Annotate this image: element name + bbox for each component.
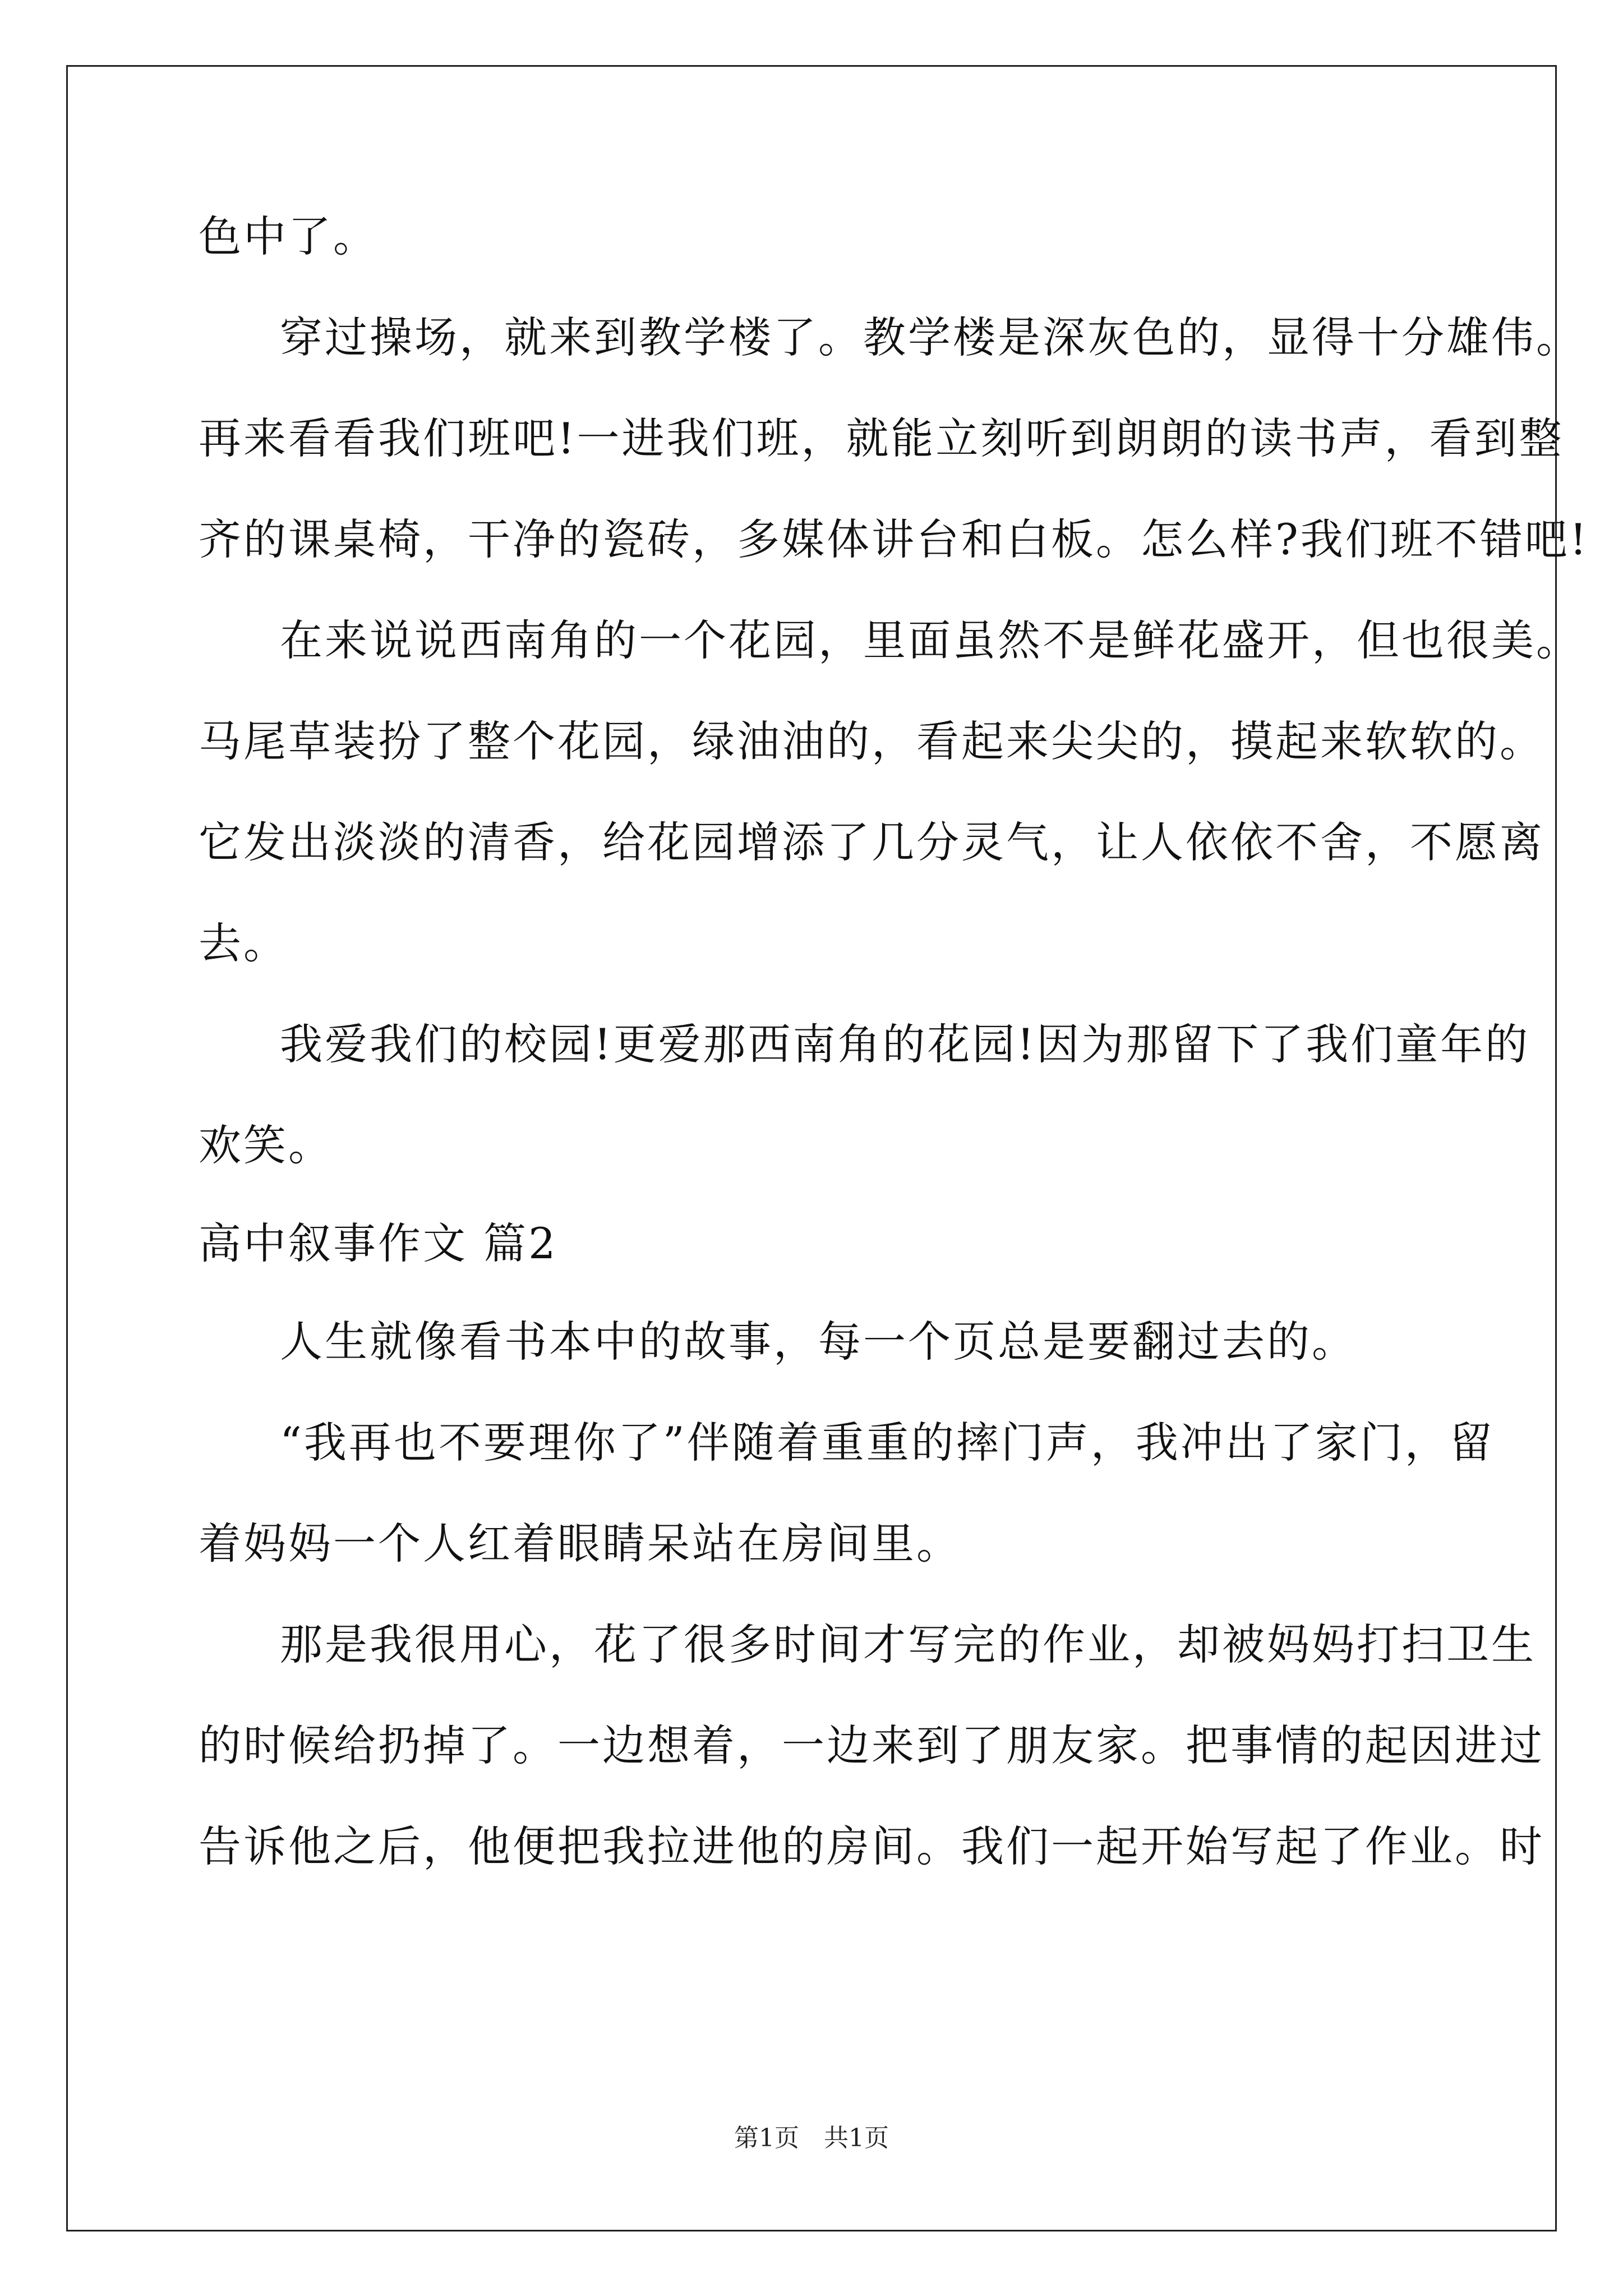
paragraph-line: 穿过操场，就来到教学楼了。教学楼是深灰色的，显得十分雄伟。 bbox=[280, 312, 1581, 362]
text-line: 色中了。 bbox=[199, 211, 378, 261]
text-line: 它发出淡淡的清香，给花园增添了几分灵气，让人依依不舍，不愿离 bbox=[199, 817, 1544, 867]
text-line: 去。 bbox=[199, 918, 288, 968]
paragraph-line: 在来说说西南角的一个花园，里面虽然不是鲜花盛开，但也很美。 bbox=[280, 615, 1581, 665]
text-line: 再来看看我们班吧!一进我们班，就能立刻听到朗朗的读书声，看到整 bbox=[199, 413, 1564, 463]
text-line: 齐的课桌椅，干净的瓷砖，多媒体讲台和白板。怎么样?我们班不错吧! bbox=[199, 514, 1589, 564]
section-heading: 高中叙事作文 篇2 bbox=[199, 1218, 558, 1268]
text-line: 的时候给扔掉了。一边想着，一边来到了朋友家。把事情的起因进过 bbox=[199, 1720, 1544, 1770]
paragraph-line: “我再也不要理你了”伴随着重重的摔门声，我冲出了家门，留 bbox=[280, 1418, 1495, 1467]
page-number: 第1页 共1页 bbox=[734, 2124, 889, 2152]
paragraph-line: 我爱我们的校园!更爱那西南角的花园!因为那留下了我们童年的 bbox=[280, 1019, 1530, 1069]
text-line: 着妈妈一个人红着眼睛呆站在房间里。 bbox=[199, 1519, 961, 1568]
paragraph-line: 人生就像看书本中的故事，每一个页总是要翻过去的。 bbox=[280, 1317, 1357, 1366]
text-line: 欢笑。 bbox=[199, 1120, 333, 1170]
text-line: 马尾草装扮了整个花园，绿油油的，看起来尖尖的，摸起来软软的。 bbox=[199, 716, 1544, 766]
text-line: 告诉他之后，他便把我拉进他的房间。我们一起开始写起了作业。时 bbox=[199, 1821, 1544, 1871]
paragraph-line: 那是我很用心，花了很多时间才写完的作业，却被妈妈打扫卫生 bbox=[280, 1619, 1536, 1669]
